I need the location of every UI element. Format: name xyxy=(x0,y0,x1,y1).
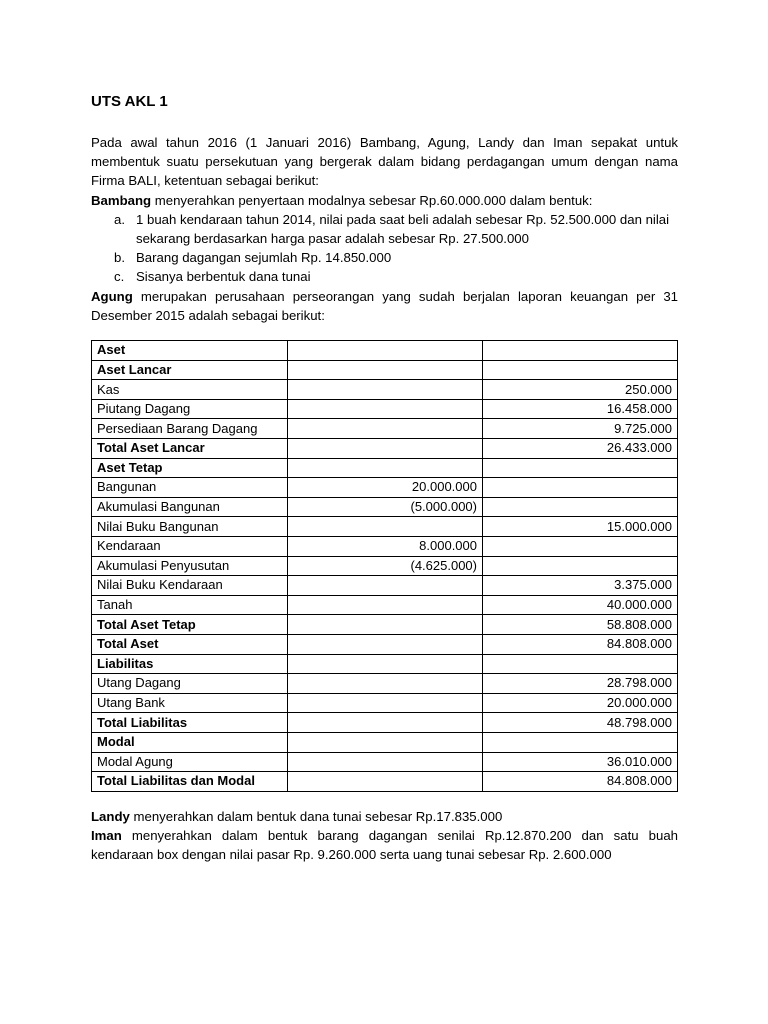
row-value-col2: (4.625.000) xyxy=(288,556,483,576)
row-label: Nilai Buku Kendaraan xyxy=(92,576,288,596)
table-row xyxy=(92,772,678,792)
iman-text: menyerahkan dalam bentuk barang dagangan senilai Rp.12.870.200 dan satu buah kendaraan box dengan nilai pasar Rp. 9.260.000 serta uang tunai sebesar Rp. 2.600.000 xyxy=(91,827,678,863)
row-label: Bangunan xyxy=(92,478,288,498)
row-value-col3: 9.725.000 xyxy=(483,419,678,439)
document-title: UTS AKL 1 xyxy=(91,93,168,110)
row-value-col3: 20.000.000 xyxy=(483,693,678,713)
table-row xyxy=(92,732,678,752)
table-row xyxy=(92,380,678,400)
row-label: Total Aset Tetap xyxy=(92,615,288,635)
row-label: Kas xyxy=(92,380,288,400)
table-row xyxy=(92,634,678,654)
list-marker: b. xyxy=(114,250,125,266)
row-value-col3 xyxy=(483,497,678,517)
table-row xyxy=(92,615,678,635)
agung-text: merupakan perusahaan perseorangan yang sudah berjalan laporan keuangan per 31 Desember 2015 adalah sebagai berikut: xyxy=(91,288,678,323)
balance-sheet-table xyxy=(91,340,678,792)
row-value-col3: 16.458.000 xyxy=(483,399,678,419)
row-label: Aset xyxy=(92,341,288,361)
row-value-col2 xyxy=(288,732,483,752)
row-value-col3 xyxy=(483,458,678,478)
table-row xyxy=(92,693,678,713)
document-page xyxy=(91,92,678,864)
row-label: Aset Lancar xyxy=(92,360,288,380)
row-label: Utang Dagang xyxy=(92,674,288,694)
table-row xyxy=(92,478,678,498)
row-value-col3 xyxy=(483,478,678,498)
row-value-col2 xyxy=(288,341,483,361)
row-value-col3: 250.000 xyxy=(483,380,678,400)
list-marker: a. xyxy=(114,211,125,227)
row-label: Persediaan Barang Dagang xyxy=(92,419,288,439)
row-value-col3: 84.808.000 xyxy=(483,772,678,792)
row-value-col2 xyxy=(288,595,483,615)
row-label: Modal xyxy=(92,732,288,752)
row-label: Akumulasi Bangunan xyxy=(92,497,288,517)
bambang-text: menyerahkan penyertaan modalnya sebesar Rp.60.000.000 dalam bentuk: xyxy=(151,192,593,208)
row-value-col2: 8.000.000 xyxy=(288,536,483,556)
row-label: Total Liabilitas xyxy=(92,713,288,733)
list-item-text: 1 buah kendaraan tahun 2014, nilai pada saat beli adalah sebesar Rp. 52.500.000 dan nilai sekarang berdasarkan harga pasar adalah sebesar Rp. 27.500.000 xyxy=(136,211,670,247)
landy-text: menyerahkan dalam bentuk dana tunai sebesar Rp.17.835.000 xyxy=(129,808,503,824)
list-item xyxy=(114,210,678,248)
list-marker: c. xyxy=(114,269,125,285)
row-value-col3: 28.798.000 xyxy=(483,674,678,694)
table-row xyxy=(92,752,678,772)
row-value-col2 xyxy=(288,674,483,694)
table-row xyxy=(92,360,678,380)
iman-name: Iman xyxy=(91,827,122,843)
row-value-col2 xyxy=(288,517,483,537)
landy-name: Landy xyxy=(91,808,130,824)
table-row xyxy=(92,341,678,361)
table-row xyxy=(92,517,678,537)
list-item xyxy=(114,267,678,286)
row-label: Total Aset xyxy=(92,634,288,654)
table-row xyxy=(92,399,678,419)
row-value-col2: 20.000.000 xyxy=(288,478,483,498)
iman-paragraph xyxy=(91,826,678,864)
table-row xyxy=(92,419,678,439)
table-row xyxy=(92,439,678,459)
row-label: Liabilitas xyxy=(92,654,288,674)
row-value-col3: 26.433.000 xyxy=(483,439,678,459)
row-value-col3: 48.798.000 xyxy=(483,713,678,733)
row-label: Utang Bank xyxy=(92,693,288,713)
agung-name: Agung xyxy=(91,288,133,304)
row-label: Piutang Dagang xyxy=(92,399,288,419)
row-value-col2 xyxy=(288,615,483,635)
list-item xyxy=(114,248,678,267)
row-value-col2 xyxy=(288,713,483,733)
table-row xyxy=(92,576,678,596)
row-label: Nilai Buku Bangunan xyxy=(92,517,288,537)
row-value-col2 xyxy=(288,380,483,400)
row-value-col3 xyxy=(483,654,678,674)
row-value-col2 xyxy=(288,576,483,596)
row-value-col3: 40.000.000 xyxy=(483,595,678,615)
row-value-col2 xyxy=(288,439,483,459)
row-value-col2 xyxy=(288,693,483,713)
row-value-col3: 36.010.000 xyxy=(483,752,678,772)
landy-paragraph xyxy=(91,807,678,826)
row-value-col3: 58.808.000 xyxy=(483,615,678,635)
row-value-col2 xyxy=(288,654,483,674)
row-value-col3 xyxy=(483,360,678,380)
row-label: Modal Agung xyxy=(92,752,288,772)
list-item-text: Sisanya berbentuk dana tunai xyxy=(136,269,311,285)
row-value-col2 xyxy=(288,399,483,419)
row-value-col2 xyxy=(288,752,483,772)
row-value-col2 xyxy=(288,634,483,654)
bambang-list xyxy=(91,210,678,287)
row-value-col2 xyxy=(288,360,483,380)
row-value-col3: 84.808.000 xyxy=(483,634,678,654)
table-row xyxy=(92,674,678,694)
agung-paragraph xyxy=(91,287,678,325)
row-value-col3: 15.000.000 xyxy=(483,517,678,537)
bambang-paragraph xyxy=(91,191,678,210)
row-label: Akumulasi Penyusutan xyxy=(92,556,288,576)
table-row xyxy=(92,595,678,615)
row-value-col3 xyxy=(483,341,678,361)
row-value-col3: 3.375.000 xyxy=(483,576,678,596)
row-label: Total Aset Lancar xyxy=(92,439,288,459)
row-value-col2 xyxy=(288,419,483,439)
row-label: Total Liabilitas dan Modal xyxy=(92,772,288,792)
table-row xyxy=(92,556,678,576)
table-row xyxy=(92,497,678,517)
row-value-col3 xyxy=(483,536,678,556)
row-label: Kendaraan xyxy=(92,536,288,556)
table-row xyxy=(92,713,678,733)
row-value-col3 xyxy=(483,556,678,576)
table-row xyxy=(92,654,678,674)
row-value-col2 xyxy=(288,772,483,792)
balance-sheet-body xyxy=(92,341,678,792)
intro-paragraph: Pada awal tahun 2016 (1 Januari 2016) Bambang, Agung, Landy dan Iman sepakat untuk membentuk suatu persekutuan yang bergerak dalam bidang perdagangan umum dengan nama Firma BALI, ketentuan sebagai berikut: xyxy=(91,135,678,189)
row-value-col2: (5.000.000) xyxy=(288,497,483,517)
row-label: Aset Tetap xyxy=(92,458,288,478)
list-item-text: Barang dagangan sejumlah Rp. 14.850.000 xyxy=(136,250,392,266)
table-row xyxy=(92,536,678,556)
bambang-name: Bambang xyxy=(91,192,152,208)
table-row xyxy=(92,458,678,478)
row-value-col3 xyxy=(483,732,678,752)
row-value-col2 xyxy=(288,458,483,478)
row-label: Tanah xyxy=(92,595,288,615)
